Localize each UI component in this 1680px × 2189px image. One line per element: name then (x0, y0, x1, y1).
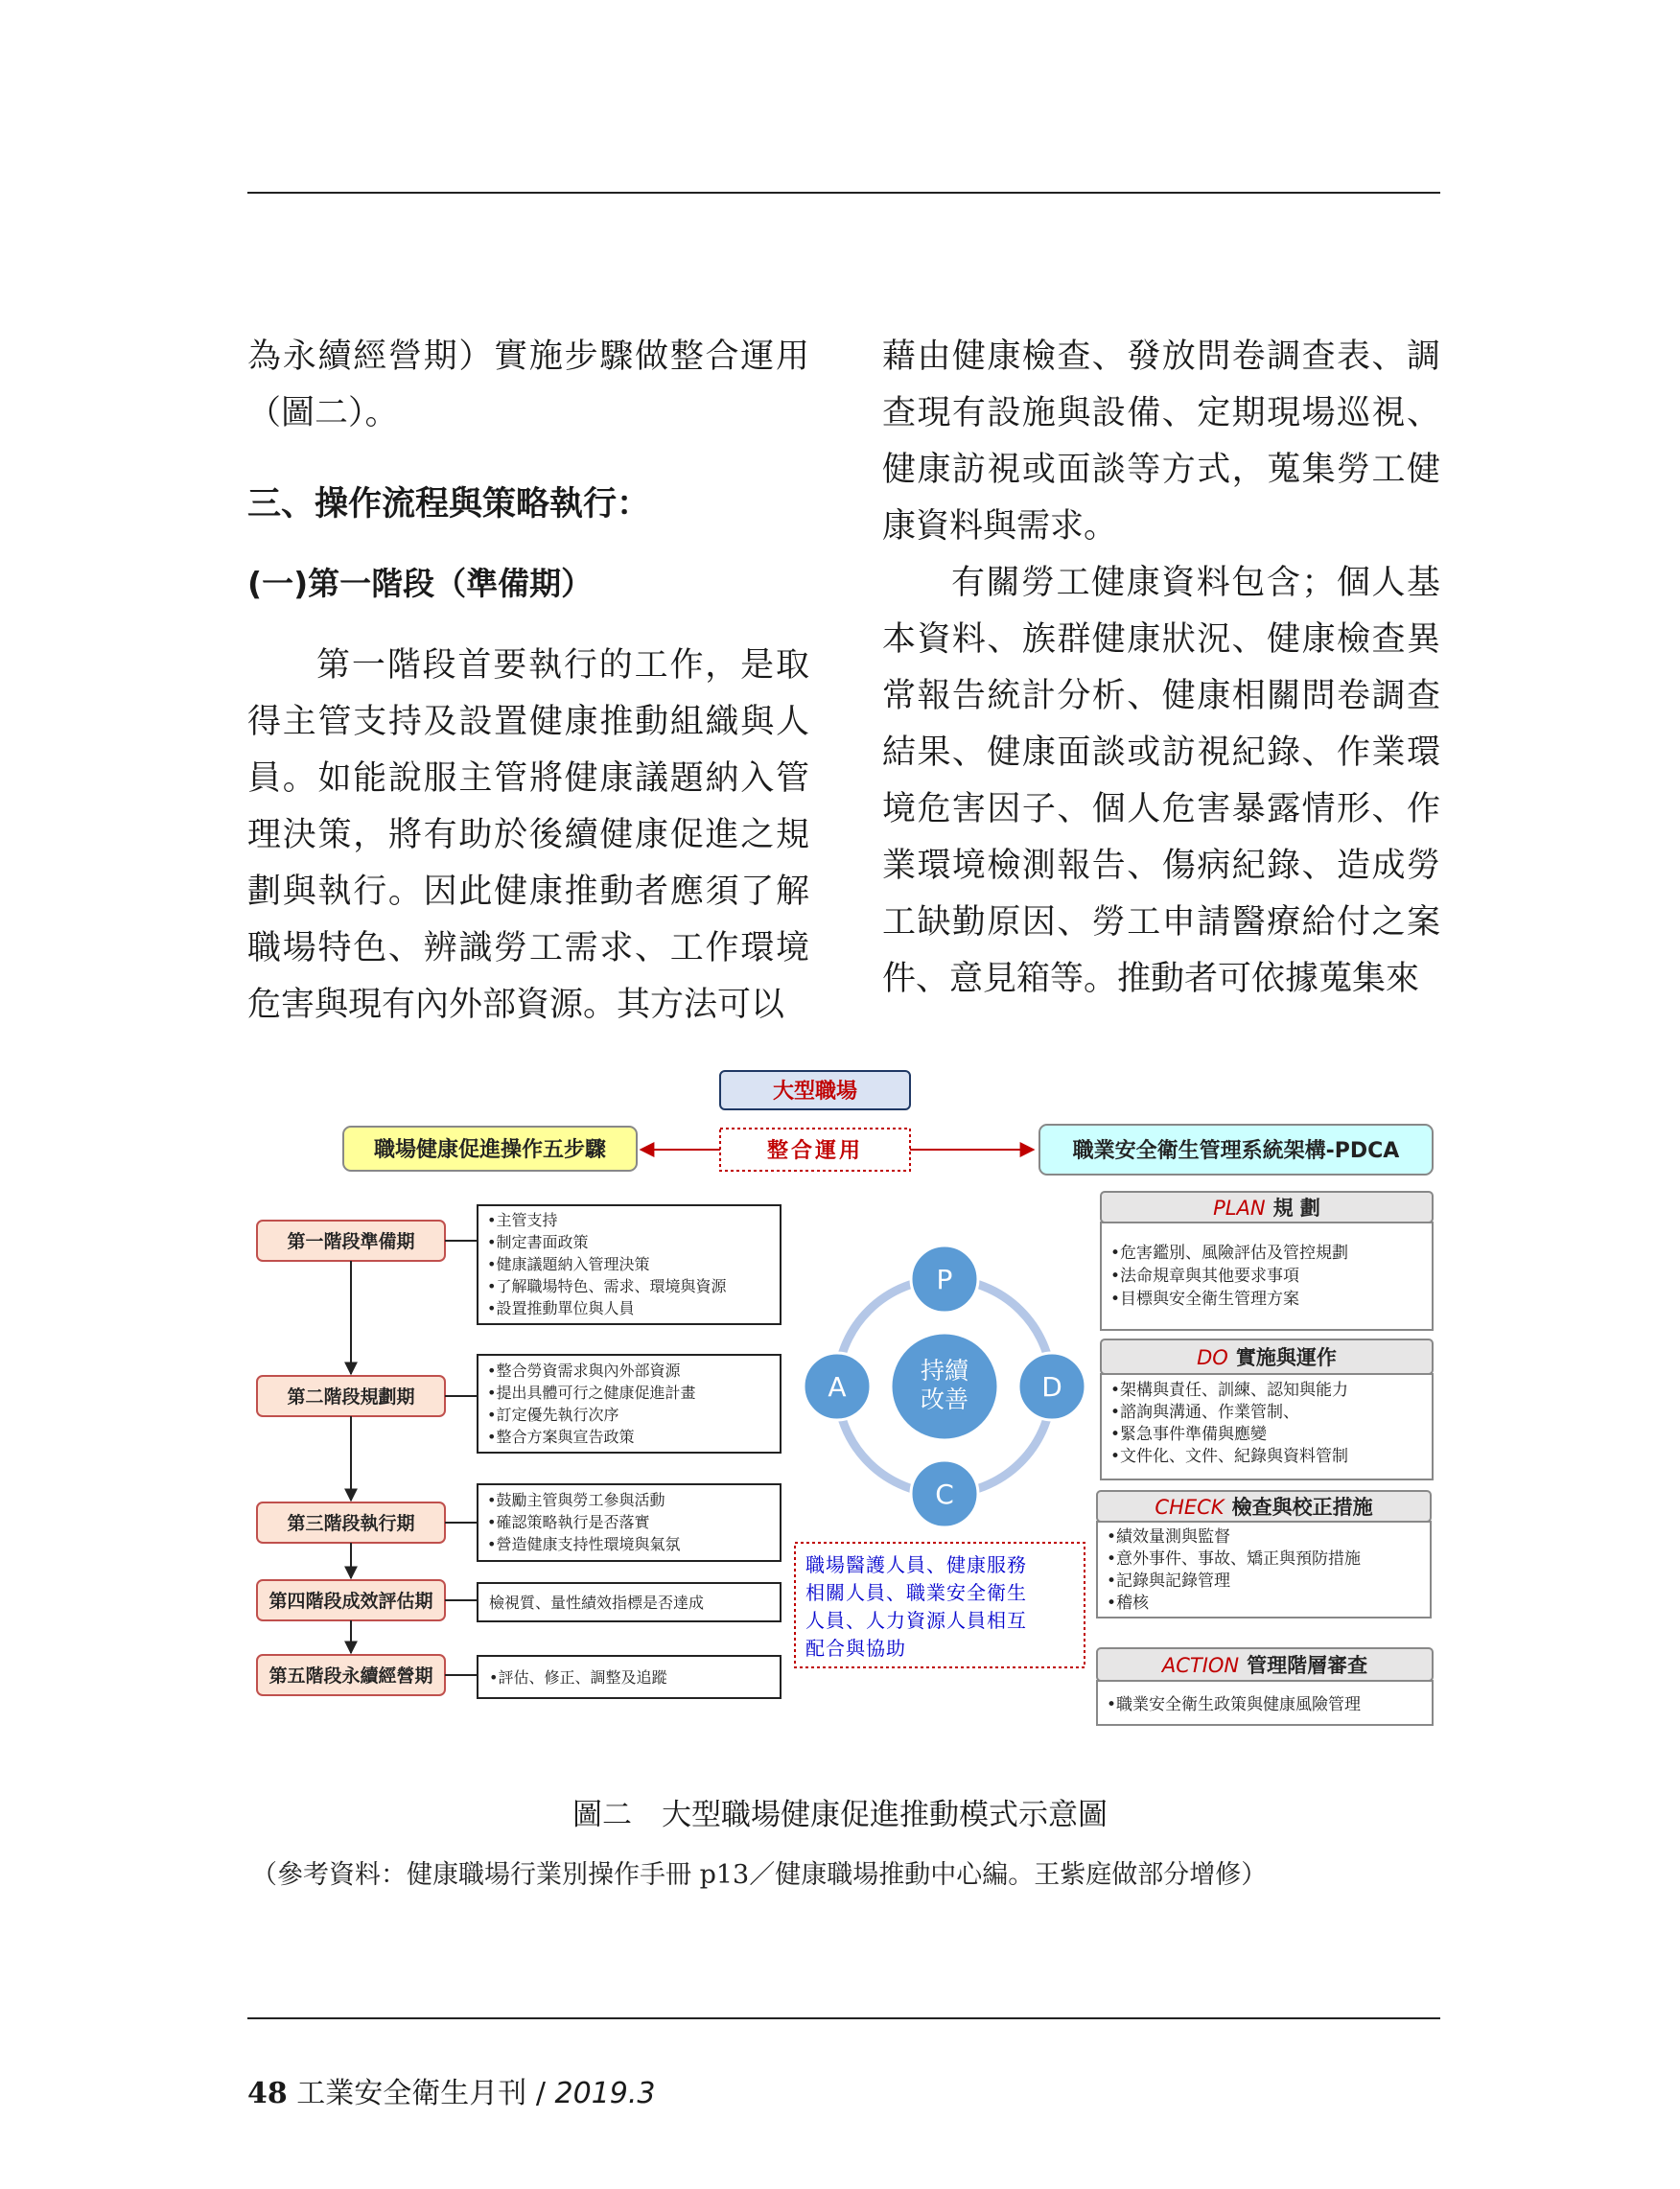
check-item: •意外事件、事故、矯正與預防措施 (1107, 1549, 1362, 1569)
right-title-label: 職業安全衛生管理系統架構-PDCA (1072, 1139, 1400, 1163)
pdca-plan (1101, 1192, 1433, 1330)
left-title-label: 職場健康促進操作五步驟 (373, 1138, 607, 1162)
right-paragraph-2: 有關勞工健康資料包含；個人基本資料、族群健康狀況、健康檢查異常報告統計分析、健康相關問卷調查結果、健康面談或訪視紀錄、作業環境危害因子、個人危害暴露情形、作業環境檢測報告、傷病紀錄、造成勞工缺勤原因、勞工申請醫療給付之案件、意見箱等。推動者可依據蒐集來 (882, 564, 1440, 998)
stage-3-details (478, 1484, 781, 1561)
top-box-label: 大型職場 (772, 1080, 858, 1104)
pdca-do (1101, 1339, 1433, 1479)
figure-caption: 圖二 大型職場健康促進推動模式示意圖 (572, 1798, 1108, 1832)
stage-3 (257, 1502, 445, 1543)
stage-2-details (478, 1355, 781, 1453)
stage-1-item: •設置推動單位與人員 (487, 1299, 635, 1317)
svg-text:ACTION管理階層審查 (1160, 1654, 1367, 1677)
page-number: 48 (247, 2077, 288, 2110)
note-box (795, 1543, 1085, 1667)
pdca-cycle (804, 1246, 1085, 1527)
stage-2-item: •提出具體可行之健康促進計畫 (487, 1384, 696, 1402)
action-item: •職業安全衛生政策與健康風險管理 (1107, 1695, 1362, 1714)
do-item: •緊急事件準備與應變 (1110, 1425, 1268, 1444)
left-column (247, 329, 809, 442)
stage-5-item: •評估、修正、調整及追蹤 (489, 1668, 667, 1687)
cycle-node-d-label: D (1041, 1371, 1062, 1403)
section-heading: 三、操作流程與策略執行： (247, 485, 651, 524)
subsection-heading: (一)第一階段（準備期） (247, 565, 594, 602)
note-line: 人員、人力資源人員相互 (805, 1609, 1027, 1632)
issue-date: 2019.3 (554, 2077, 656, 2110)
stage-4-item: 檢視質、量性績效指標是否達成 (489, 1594, 705, 1612)
stage-3-item: •鼓勵主管與勞工參與活動 (487, 1491, 665, 1509)
do-item: •文件化、文件、紀錄與資料管制 (1110, 1447, 1349, 1466)
svg-text:CHECK檢查與校正措施 (1155, 1496, 1372, 1519)
plan-key: PLAN (1213, 1197, 1266, 1220)
stage-2-item: •整合勞資需求與內外部資源 (487, 1362, 681, 1380)
action-key: ACTION (1161, 1654, 1240, 1677)
stage-1-details (478, 1205, 781, 1324)
left-paragraph-2: 第一階段首要執行的工作，是取得主管支持及設置健康推動組織與人員。如能說服主管將健康議題納入管理決策，將有助於後續健康促進之規劃與執行。因此健康推動者應須了解職場特色、辨識勞工需求、工作環境危害與現有內外部資源。其方法可以 (247, 646, 809, 1024)
plan-item: •法命規章與其他要求事項 (1110, 1267, 1300, 1286)
plan-item: •目標與安全衛生管理方案 (1110, 1290, 1300, 1309)
pdca-action (1097, 1648, 1433, 1725)
stage-3-item: •營造健康支持性環境與氣氛 (487, 1535, 681, 1553)
pdca-check (1097, 1491, 1431, 1618)
right-column (882, 329, 1440, 1008)
check-item: •績效量測與監督 (1107, 1527, 1231, 1547)
stage-3-item: •確認策略執行是否落實 (487, 1513, 650, 1531)
footer-rule (247, 2017, 1440, 2019)
action-title: 管理階層審查 (1247, 1654, 1368, 1677)
stage-1-item: •主管支持 (487, 1211, 558, 1229)
check-title: 檢查與校正措施 (1231, 1496, 1373, 1519)
stage-4 (257, 1580, 445, 1620)
plan-item: •危害鑑別、風險評估及管控規劃 (1110, 1244, 1349, 1263)
left-column-body (247, 638, 809, 1034)
stage-4-details (478, 1583, 781, 1621)
stage-4-label: 第四階段成效評估期 (268, 1591, 433, 1612)
note-line: 配合與協助 (805, 1637, 906, 1660)
stage-1-item: •了解職場特色、需求、環境與資源 (487, 1277, 727, 1295)
header-rule (247, 192, 1440, 194)
stage-5-details (478, 1656, 781, 1698)
cycle-node-c-label: C (935, 1479, 954, 1510)
plan-title: 規 劃 (1272, 1197, 1320, 1220)
do-key: DO (1197, 1346, 1228, 1369)
note-line: 職場醫護人員、健康服務 (805, 1553, 1027, 1576)
cycle-node-a-label: A (828, 1371, 847, 1403)
diagram-svg (247, 1069, 1440, 1740)
stage-1 (257, 1221, 445, 1261)
cycle-center-line1: 持續 (920, 1357, 969, 1385)
left-paragraph-1: 為永續經營期）實施步驟做整合運用（圖二）。 (247, 338, 809, 432)
stage-2 (257, 1376, 445, 1416)
do-title: 實施與運作 (1235, 1346, 1337, 1369)
check-item: •稽核 (1107, 1594, 1150, 1613)
note-line: 相關人員、職業安全衛生 (805, 1581, 1027, 1604)
magazine-name: 工業安全衛生月刊 / (296, 2077, 546, 2110)
svg-text:•鼓勵主管與勞工參與活動 •確認策略執行是否落實 (487, 1491, 680, 1553)
center-label: 整合運用 (766, 1139, 864, 1163)
stage-2-item: •訂定優先執行次序 (487, 1406, 619, 1424)
stage-2-label: 第二階段規劃期 (287, 1386, 415, 1408)
stage-1-item: •制定書面政策 (487, 1233, 589, 1251)
figure-diagram (247, 1069, 1440, 1740)
right-paragraph-1: 藉由健康檢查、發放問卷調查表、調查現有設施與設備、定期現場巡視、健康訪視或面談等方式，蒐集勞工健康資料與需求。 (882, 338, 1440, 546)
stage-1-label: 第一階段準備期 (287, 1231, 415, 1252)
stage-5 (257, 1655, 445, 1695)
stage-1-item: •健康議題納入管理決策 (487, 1255, 650, 1273)
figure-reference: （參考資料：健康職場行業別操作手冊 p13／健康職場推動中心編。王紫庭做部分增修） (251, 1860, 1268, 1890)
stage-2-item: •整合方案與宣告政策 (487, 1428, 635, 1446)
page-footer (247, 2069, 655, 2111)
check-item: •記錄與記錄管理 (1107, 1572, 1231, 1591)
do-item: •架構與責任、訓練、認知與能力 (1110, 1381, 1349, 1400)
do-item: •諮詢與溝通、作業管制、 (1110, 1403, 1300, 1422)
stage-5-label: 第五階段永續經營期 (268, 1665, 433, 1687)
cycle-center-line2: 改善 (920, 1386, 969, 1413)
check-key: CHECK (1155, 1496, 1225, 1519)
cycle-node-p-label: P (936, 1264, 953, 1295)
svg-text:DO實施與運作 (1197, 1346, 1337, 1369)
stage-3-label: 第三階段執行期 (287, 1513, 415, 1534)
